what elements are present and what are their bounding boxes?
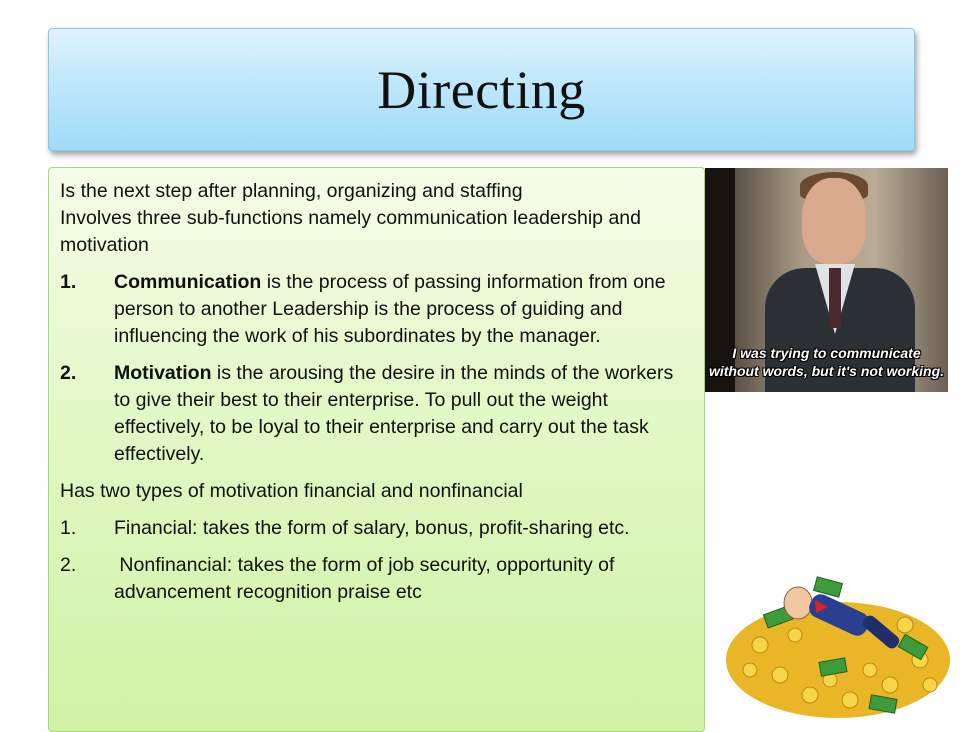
list-number: 1. [60,271,77,293]
intro-line-2: Involves three sub-functions namely communication leadership and motivation [60,207,641,256]
meme-photo [705,168,948,392]
list-number: 1. [60,517,77,539]
caption-line-2: without words, but it's not working. [708,363,945,379]
types-heading: Has two types of motivation financial and nonfinancial [60,480,523,502]
term-description: is the arousing the desire in the minds of the workers to give their best to their enterprise. To pull out the weight effectively, to be loyal to their enterprise and carry out the task effectively. [114,362,674,465]
list-number: 2. [60,554,77,576]
caption-line-1: I was trying to communicate [732,345,921,361]
content-box [48,167,705,732]
list-item [60,515,692,542]
slide-title: Directing [377,59,586,120]
slide-title-banner [48,28,915,151]
term-motivation: Motivation [114,362,212,384]
term-communication: Communication [114,271,262,293]
list-number: 2. [60,362,77,384]
list-text: Financial: takes the form of salary, bonus, profit-sharing etc. [114,517,630,539]
types-list [60,515,692,606]
functions-list [60,269,692,468]
photo-caption [705,344,948,380]
intro-line-1: Is the next step after planning, organizing and staffing [60,180,523,202]
list-item [60,360,692,468]
photo-face [802,178,866,264]
list-item [60,552,692,606]
money-pile-clipart [720,565,955,720]
list-text: Nonfinancial: takes the form of job security, opportunity of advancement recognition praise etc [114,554,620,603]
photo-tie [829,268,841,328]
list-text [114,360,692,468]
term-description: is the process of passing information from one person to another Leadership is the process of guiding and influencing the work of his subordinates by the manager. [114,271,666,347]
list-text [114,269,692,350]
list-item [60,269,692,350]
